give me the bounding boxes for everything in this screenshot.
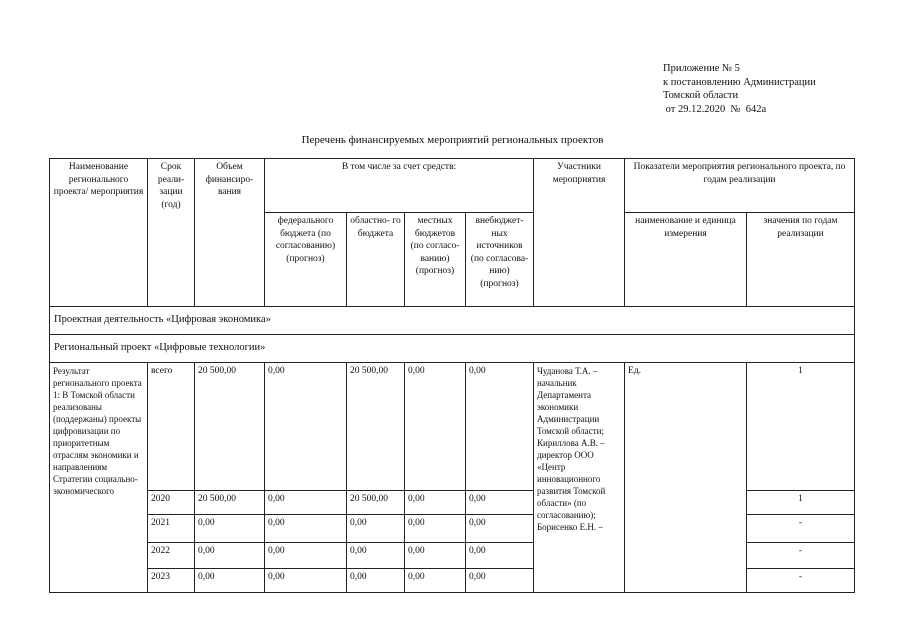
header-indicator-values: значения по годам реализации (747, 213, 855, 307)
cell-volume: 0,00 (195, 515, 265, 543)
cell-volume: 20 500,00 (195, 363, 265, 491)
header-name: Наименование регионального проекта/ мероприятия (50, 159, 148, 307)
section-project: Региональный проект «Цифровые технологии» (50, 335, 855, 363)
result-participants: Чуданова Т.А. – начальник Департамента экономики Администрации Томской области; Кириллова А.В. – директор ООО «Центр инновационного развития Томской области» (по согласованию); Борисенко Е.Н. – (534, 363, 625, 593)
appendix-line-1: Приложение № 5 (663, 63, 740, 74)
document-title: Перечень финансируемых мероприятий региональных проектов (301, 134, 604, 146)
cell-term: 2023 (148, 569, 195, 593)
header-regional: областно- го бюджета (347, 213, 405, 307)
cell-extra: 0,00 (466, 569, 534, 593)
cell-value: - (747, 515, 855, 543)
cell-federal: 0,00 (265, 515, 347, 543)
cell-volume: 20 500,00 (195, 491, 265, 515)
cell-regional: 0,00 (347, 543, 405, 569)
header-volume: Объем финансиро- вания (195, 159, 265, 307)
appendix-header (663, 62, 816, 116)
cell-value: 1 (747, 363, 855, 491)
result-description: Результат регионального проекта 1: В Томской области реализованы (поддержаны) проекты цифровизации по приоритетным отраслям экономики и направлениям Стратегии социально- экономического (50, 363, 148, 593)
header-indicators: Показатели мероприятия регионального проекта, по годам реализации (625, 159, 855, 213)
cell-regional: 20 500,00 (347, 491, 405, 515)
appendix-line-4: от 29.12.2020 № 642а (663, 103, 767, 115)
header-local: местных бюджетов (по согласо- ванию) (прогноз) (405, 213, 466, 307)
appendix-line-2: к постановлению Администрации (663, 76, 816, 88)
cell-regional: 20 500,00 (347, 363, 405, 491)
cell-federal: 0,00 (265, 543, 347, 569)
cell-local: 0,00 (405, 491, 466, 515)
cell-local: 0,00 (405, 569, 466, 593)
cell-term: 2021 (148, 515, 195, 543)
cell-extra: 0,00 (466, 491, 534, 515)
cell-value: 1 (747, 491, 855, 515)
header-federal: федерального бюджета (по согласованию) (прогноз) (265, 213, 347, 307)
cell-volume: 0,00 (195, 543, 265, 569)
cell-local: 0,00 (405, 543, 466, 569)
cell-federal: 0,00 (265, 491, 347, 515)
section-row-project (50, 335, 855, 363)
result-unit: Ед. (625, 363, 747, 593)
cell-term: 2022 (148, 543, 195, 569)
section-activity: Проектная деятельность «Цифровая экономика» (50, 307, 855, 335)
header-indicator-name: наименование и единица измерения (625, 213, 747, 307)
header-participants: Участники мероприятия (534, 159, 625, 307)
cell-extra: 0,00 (466, 515, 534, 543)
cell-regional: 0,00 (347, 515, 405, 543)
appendix-line-3: Томской области (663, 90, 739, 101)
table-row (50, 363, 855, 491)
header-term: Срок реали- зации (год) (148, 159, 195, 307)
cell-federal: 0,00 (265, 363, 347, 491)
cell-term: 2020 (148, 491, 195, 515)
header-including: В том числе за счет средств: (265, 159, 534, 213)
cell-value: - (747, 543, 855, 569)
header-extra: внебюджет- ных источников (по согласова- нию) (прогноз) (466, 213, 534, 307)
cell-local: 0,00 (405, 515, 466, 543)
cell-value: - (747, 569, 855, 593)
section-row-activity (50, 307, 855, 335)
header-row-1 (50, 159, 855, 213)
cell-extra: 0,00 (466, 363, 534, 491)
cell-term: всего (148, 363, 195, 491)
cell-local: 0,00 (405, 363, 466, 491)
cell-regional: 0,00 (347, 569, 405, 593)
cell-federal: 0,00 (265, 569, 347, 593)
projects-table (49, 158, 855, 593)
cell-volume: 0,00 (195, 569, 265, 593)
cell-extra: 0,00 (466, 543, 534, 569)
